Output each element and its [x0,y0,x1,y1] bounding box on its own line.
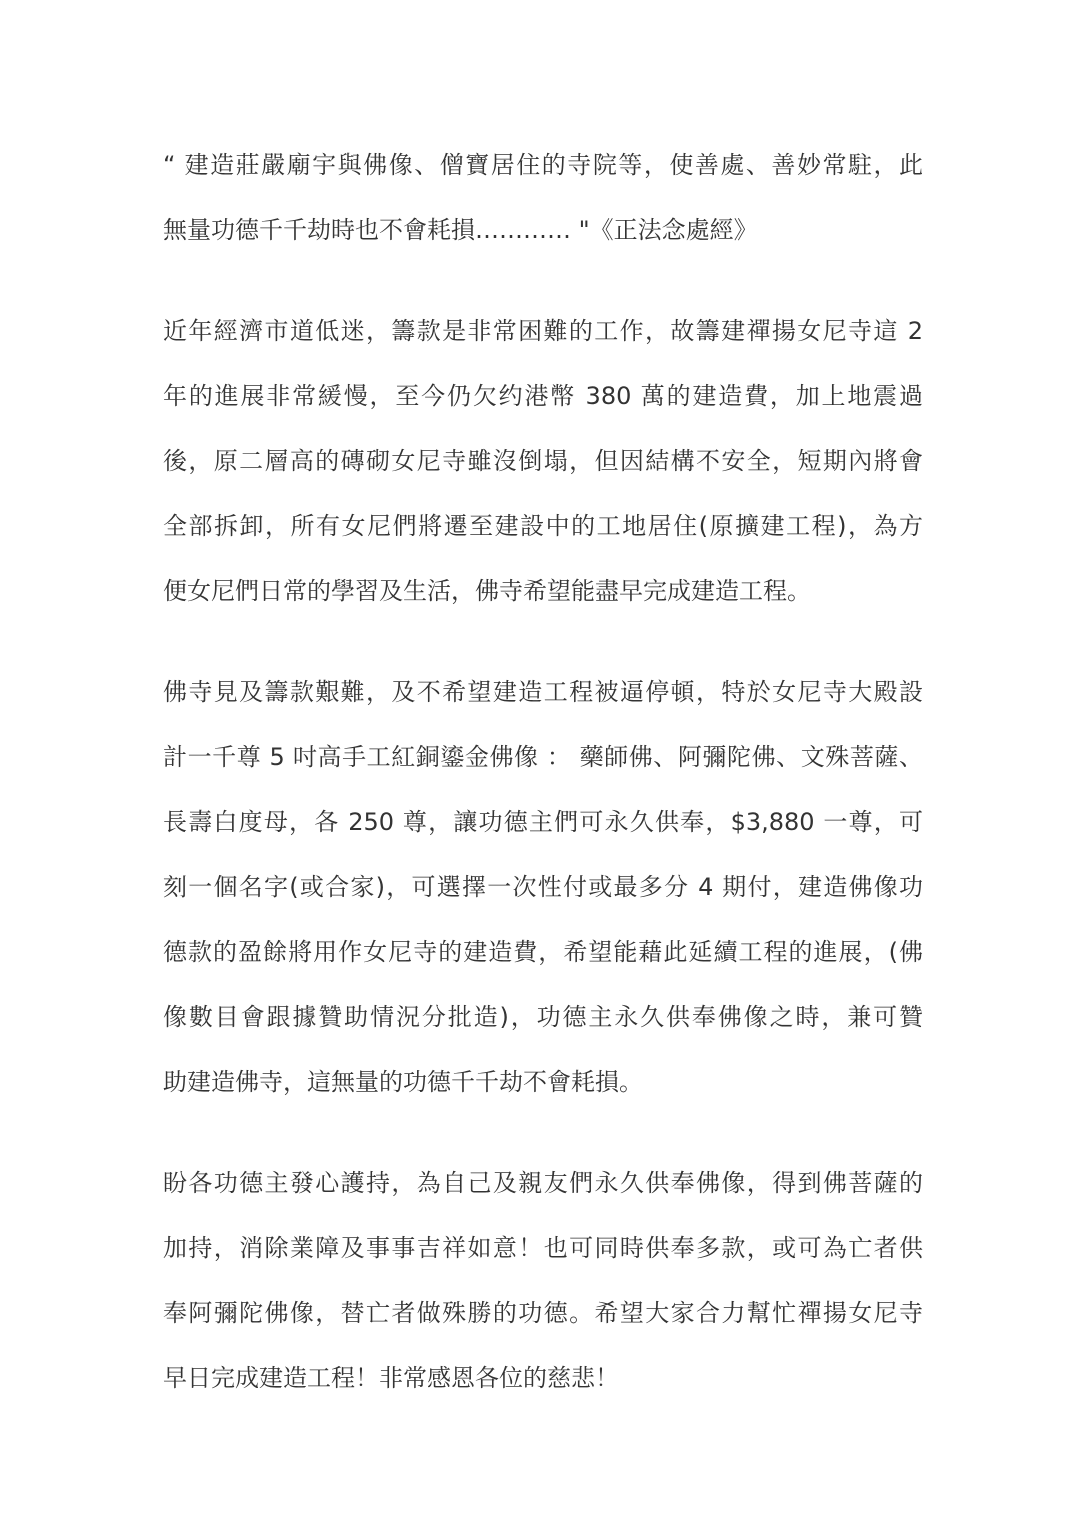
text-line: 加持，消除業障及事事吉祥如意！也可同時供奉多款，或可為亡者供 [163,1234,923,1262]
text-line: 無量功德千千劫時也不會耗損………… "《正法念處經》 [163,216,758,244]
text-line: 計一千尊 5 吋高手工紅銅鎏金佛像 ： 藥師佛、阿彌陀佛、文殊菩薩、 [163,743,923,771]
paragraph-buddha-statues [163,660,923,1115]
text-line: 像數目會跟據贊助情況分批造)，功德主永久供奉佛像之時，兼可贊 [163,1003,923,1031]
text-line: 長壽白度母，各 250 尊，讓功德主們可永久供奉，$3,880 一尊，可 [163,808,923,836]
text-line: “ 建造莊嚴廟宇與佛像、僧寶居住的寺院等，使善處、善妙常駐，此 [163,151,923,179]
text-line: 年的進展非常緩慢，至今仍欠约港幣 380 萬的建造費，加上地震過 [163,382,923,410]
text-line: 早日完成建造工程！非常感恩各位的慈悲！ [163,1364,619,1392]
text-line: 刻一個名字(或合家)，可選擇一次性付或最多分 4 期付，建造佛像功 [163,873,923,901]
text-line: 德款的盈餘將用作女尼寺的建造費，希望能藉此延續工程的進展，(佛 [163,938,923,966]
text-line: 助建造佛寺，這無量的功德千千劫不會耗損。 [163,1068,643,1096]
text-line: 佛寺見及籌款艱難，及不希望建造工程被逼停頓，特於女尼寺大殿設 [163,678,923,706]
paragraph-fundraising-status [163,299,923,624]
text-line: 近年經濟市道低迷，籌款是非常困難的工作，故籌建禪揚女尼寺這 2 [163,317,923,345]
paragraph-scripture-quote [163,133,923,263]
document-page [163,133,923,1447]
text-line: 便女尼們日常的學習及生活，佛寺希望能盡早完成建造工程。 [163,577,811,605]
paragraph-appeal [163,1151,923,1411]
text-line: 全部拆卸，所有女尼們將遷至建設中的工地居住(原擴建工程)，為方 [163,512,923,540]
text-line: 奉阿彌陀佛像，替亡者做殊勝的功德。希望大家合力幫忙禪揚女尼寺 [163,1299,923,1327]
text-line: 後，原二層高的磚砌女尼寺雖沒倒塌，但因結構不安全，短期內將會 [163,447,923,475]
text-line: 盼各功德主發心護持，為自己及親友們永久供奉佛像，得到佛菩薩的 [163,1169,923,1197]
